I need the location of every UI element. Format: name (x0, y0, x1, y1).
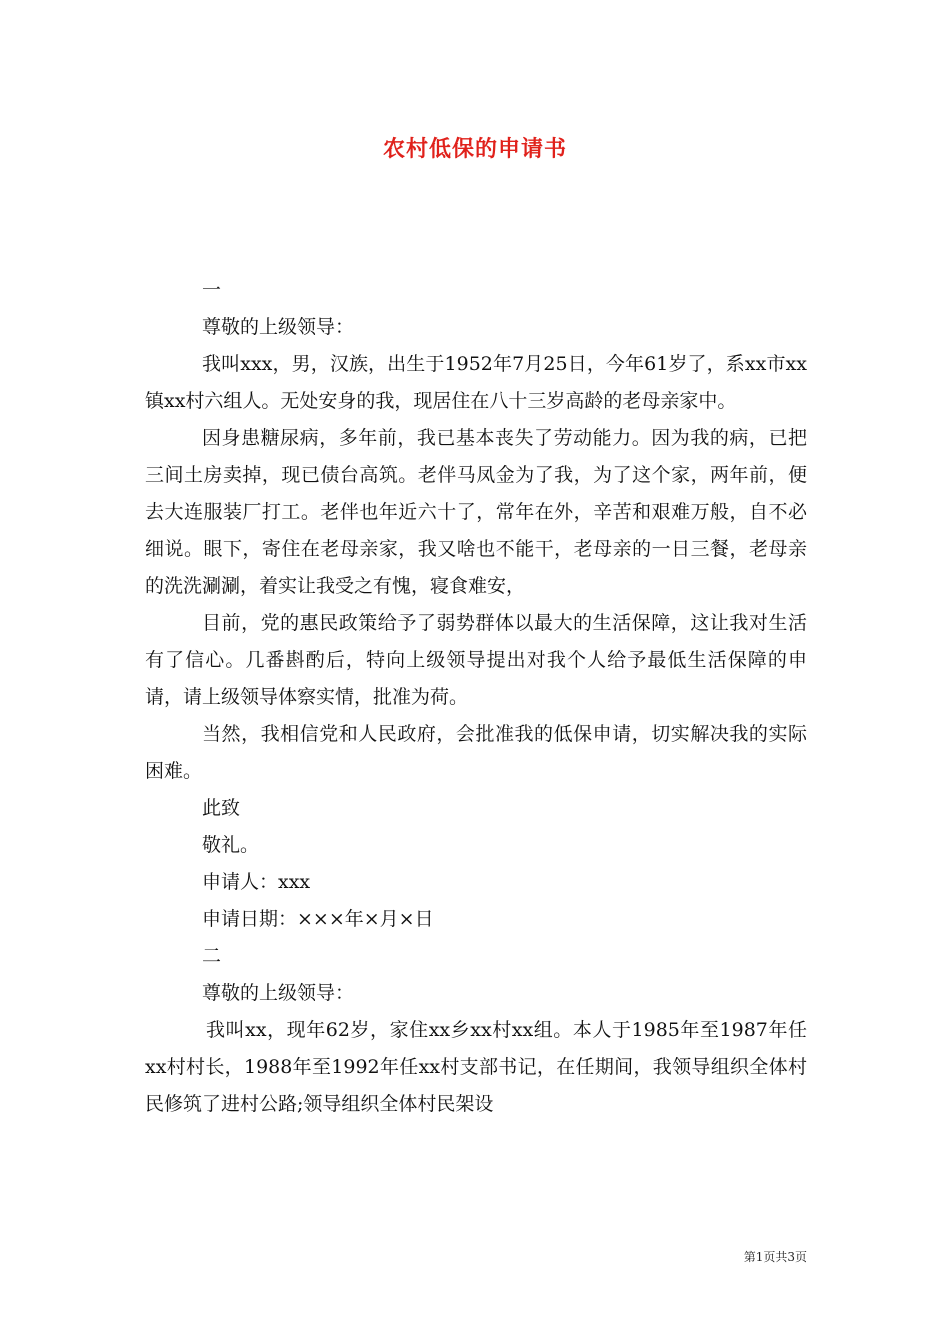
closing-line: 此致 (202, 797, 241, 819)
closing-regards: 敬礼。 (202, 834, 260, 856)
body-paragraph: 当然，我相信党和人民政府，会批准我的低保申请，切实解决我的实际困难。 (145, 723, 807, 782)
body-paragraph: 目前，党的惠民政策给予了弱势群体以最大的生活保障，这让我对生活有了信心。几番斟酌后，特向上级领导提出对我个人给予最低生活保障的申请，请上级领导体察实情，批准为荷。 (145, 612, 807, 708)
applicant-line: 申请人：xxx (202, 871, 311, 893)
application-date-line: 申请日期：×××年×月×日 (202, 908, 434, 930)
page-indicator: 第1页共3页 (743, 1250, 807, 1264)
section-number-2: 二 (202, 945, 222, 967)
salutation: 尊敬的上级领导： (202, 982, 355, 1004)
body-paragraph: 我叫xxx，男，汉族，出生于1952年7月25日，今年61岁了，系xx市xx镇xx村六组人。无处安身的我，现居住在八十三岁高龄的老母亲家中。 (145, 353, 807, 412)
salutation: 尊敬的上级领导： (202, 316, 355, 338)
body-paragraph: 我叫xx，现年62岁，家住xx乡xx村xx组。本人于1985年至1987年任xx村村长，1988年至1992年任xx村支部书记，在任期间，我领导组织全体村民修筑了进村公路;领导组织全体村民架设 (145, 1019, 807, 1115)
body-paragraph: 因身患糖尿病，多年前，我已基本丧失了劳动能力。因为我的病，已把三间土房卖掉，现已债台高筑。老伴马凤金为了我，为了这个家，两年前，便去大连服装厂打工。老伴也年近六十了，常年在外，辛苦和艰难万般，自不必细说。眼下，寄住在老母亲家，我又啥也不能干，老母亲的一日三餐，老母亲的洗洗涮涮，着实让我受之有愧，寝食难安， (145, 427, 807, 597)
section-number-1: 一 (202, 279, 222, 301)
document-body (145, 272, 807, 1123)
page-title: 农村低保的申请书 (382, 136, 567, 162)
